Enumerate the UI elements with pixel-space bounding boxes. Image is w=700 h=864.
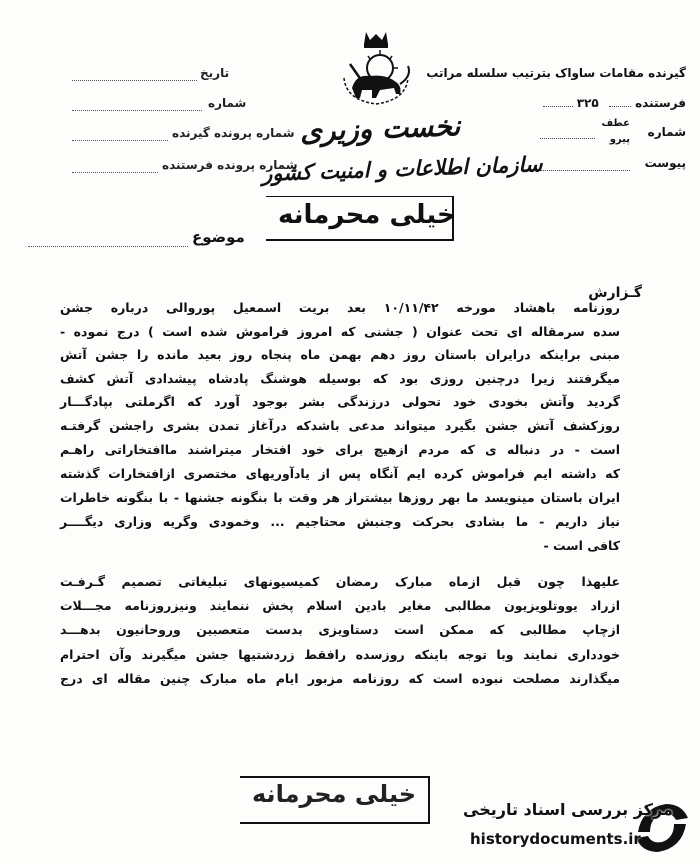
lion-and-sun-emblem-icon	[330, 28, 422, 108]
body-line-3: مبنی براینکه درایران باستان روز دهم بهمن ماه پنجاه روز بعید مانده را جشن آتش	[60, 347, 620, 362]
body-line-2: سده سرمقاله ای تحت عنوان ( جشنی که امروز فراموش شده است ) درج نموده -	[60, 324, 620, 339]
number-ref-1: عطف	[601, 118, 630, 129]
body-line-16: میگذارند مصلحت نبوده است که روزنامه مزبور ایام ماه مبارک چنین مقاله ای درج	[60, 671, 620, 686]
shomare-label: شماره	[208, 96, 247, 110]
watermark-url: historydocuments.ir	[470, 830, 641, 848]
classification-text: خیلی محرمانه	[278, 200, 456, 230]
number-ref-2: پیرو	[609, 134, 630, 145]
body-line-1: روزنامه باهشاد مورخه ۱۰/۱۱/۴۲ بعد بریت اسمعیل پوروالی درباره جشن	[60, 300, 621, 315]
body-line-6: روزکشف آتش جشن بگیرد میتواند مدعی باشدکه درآغاز تمدن بشری راجشن گرفتـه	[60, 418, 620, 433]
date-dots	[72, 80, 197, 81]
recipients-text: گیرنده مقامات ساواک بترتیب سلسله مراتب	[426, 66, 686, 80]
recipient-file-label: شماره پرونده گیرنده	[172, 126, 295, 140]
recipient-file-dots	[72, 140, 168, 141]
shomare-dots	[72, 110, 202, 111]
ministry-title: نخست وزیری	[299, 109, 461, 148]
body-line-15: خودداری نمایند وبا توجه باینکه روزسده رافقط زردشتیها جشن میگیرند وآن احترام	[60, 647, 620, 662]
body-line-10: نیاز داریم - ما بشادی بحرکت وجنبش محتاجیم ... وخمودی وگریه وزاری دیگــــر	[60, 514, 620, 529]
body-line-8: که داشته ایم فراموش کرده ایم آنگاه پس از یادآوریهای مختصری ازافتخارات گذشته	[60, 466, 620, 481]
sender-value: ۳۲۵	[576, 96, 599, 110]
body-line-11: کافی است -	[543, 538, 620, 553]
organization-title: سازمان اطلاعات و امنیت کشور	[261, 151, 543, 186]
subject-label: موضوع	[192, 228, 245, 246]
date-label: تاریخ	[200, 66, 230, 80]
sender-line	[543, 96, 686, 110]
attachment-label: پیوست	[644, 156, 686, 170]
footer-stamp-text: خیلی محرمانه	[252, 780, 417, 808]
body-line-12: علیهذا چون قبل ازماه مبارک رمضان کمیسیونهای تبلیغاتی تصمیم گـرفـت	[60, 574, 620, 589]
number-dots	[540, 138, 595, 139]
number-line	[648, 125, 686, 139]
recipient-file-line	[172, 126, 295, 140]
subject-dots	[28, 246, 188, 247]
attachment-line	[645, 156, 686, 170]
number-label: شماره	[647, 125, 686, 139]
body-line-13: ازراد یووتلویزیون مطالبی مغایر بادین اسلام پخش ننمایند ونیزروزنامه مجـــلات	[60, 598, 620, 613]
recipients-line	[426, 66, 686, 80]
attachment-dots	[540, 170, 630, 171]
body-line-5: گردید وآتش بخودی خود تحولی درزندگی بشر بوجود آورد که اگرملتی بپادگـــار	[60, 394, 620, 409]
sender-file-dots	[72, 172, 158, 173]
body-line-14: ازچاپ مطالبی که ممکن است دستاویزی بدست متعصبین وروحانیون بدهـــد	[60, 622, 620, 637]
sender-file-label: شماره پرونده فرستنده	[162, 158, 298, 172]
report-heading: گـزارش	[588, 285, 642, 301]
shomare-line	[208, 96, 246, 110]
watermark-title: مرکز بررسی اسناد تاریخی	[463, 800, 673, 819]
body-line-7: است - در دنباله ی که مردم ازهیچ برای خود افتخار میتراشند ماافتخاراتی راهـم	[60, 442, 620, 457]
date-line	[200, 66, 229, 80]
sender-label: فرستنده	[635, 96, 686, 110]
body-line-4: میگرفتند زیرا درچنین روزی بود که بوسیله هوشنگ پادشاه پیشدادی آتش کشف	[60, 371, 620, 386]
body-line-9: ایران باستان مینویسد ما بهر روزها بیشتراز هر وقت با بنگونه جشنها - با بنگونه خاطرات	[60, 490, 620, 505]
